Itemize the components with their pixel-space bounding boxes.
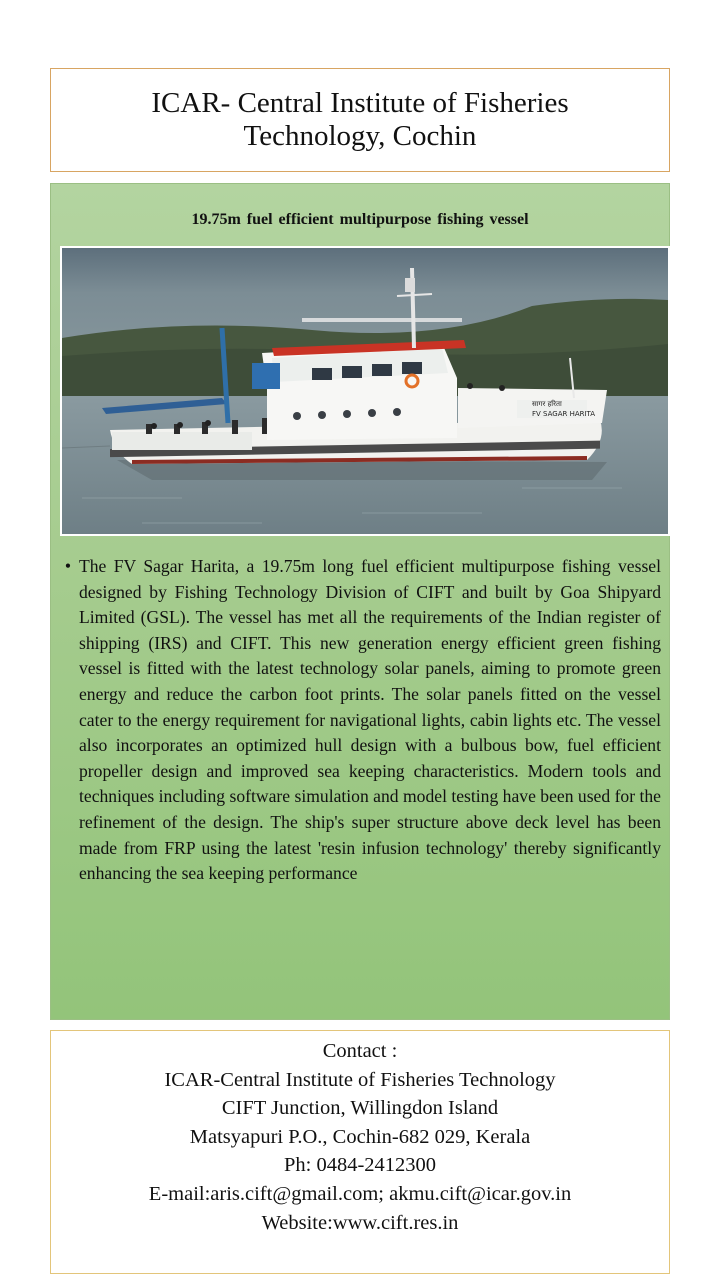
vessel-photo bbox=[60, 246, 670, 536]
title-box bbox=[50, 68, 670, 172]
feature-description bbox=[59, 554, 661, 887]
contact-website: Website:www.cift.res.in bbox=[261, 1211, 459, 1234]
contact-address-line-2: Matsyapuri P.O., Cochin-682 029, Kerala bbox=[189, 1125, 531, 1148]
feature-subtitle: 19.75m fuel efficient multipurpose fishing vessel bbox=[191, 211, 529, 228]
hull-name-latin: FV SAGAR HARITA bbox=[532, 410, 596, 418]
contact-box bbox=[50, 1030, 670, 1274]
hull-name-devanagari: सागर हरिता bbox=[532, 400, 562, 408]
page-title-line-2: Technology, Cochin bbox=[243, 120, 477, 152]
contact-heading: Contact : bbox=[322, 1040, 398, 1062]
contact-address-line-1: CIFT Junction, Willingdon Island bbox=[221, 1097, 499, 1120]
contact-email: E-mail:aris.cift@gmail.com; akmu.cift@icar.gov.in bbox=[148, 1182, 572, 1205]
contact-phone: Ph: 0484-2412300 bbox=[283, 1154, 437, 1177]
description-paragraph: The FV Sagar Harita, a 19.75m long fuel efficient multipurpose fishing vessel designed by Fishing Technology Division of CIFT and built by Goa Shipyard Limited (GSL). The vessel has met all the requirements of the Indian register of shipping (IRS) and CIFT. This new generation energy efficient green fishing vessel is fitted with the latest technology solar panels, aiming to promote green energy and reduce the carbon foot prints. The solar panels fitted on the vessel cater to the energy requirement for navigational lights, cabin lights etc. The vessel also incorporates an optimized hull design with a bulbous bow, fuel efficient propeller design and improved sea keeping characteristics. Modern tools and techniques including software simulation and model testing have been used for the refinement of the design. The ship's super structure above deck level has been made from FRP using the latest 'resin infusion technology' thereby significantly enhancing the sea keeping performance bbox=[79, 556, 661, 884]
page-title-line-1: ICAR- Central Institute of Fisheries bbox=[151, 87, 569, 119]
feature-panel bbox=[50, 183, 670, 1020]
bullet-point: • bbox=[64, 556, 72, 576]
contact-org: ICAR-Central Institute of Fisheries Technology bbox=[164, 1068, 556, 1091]
